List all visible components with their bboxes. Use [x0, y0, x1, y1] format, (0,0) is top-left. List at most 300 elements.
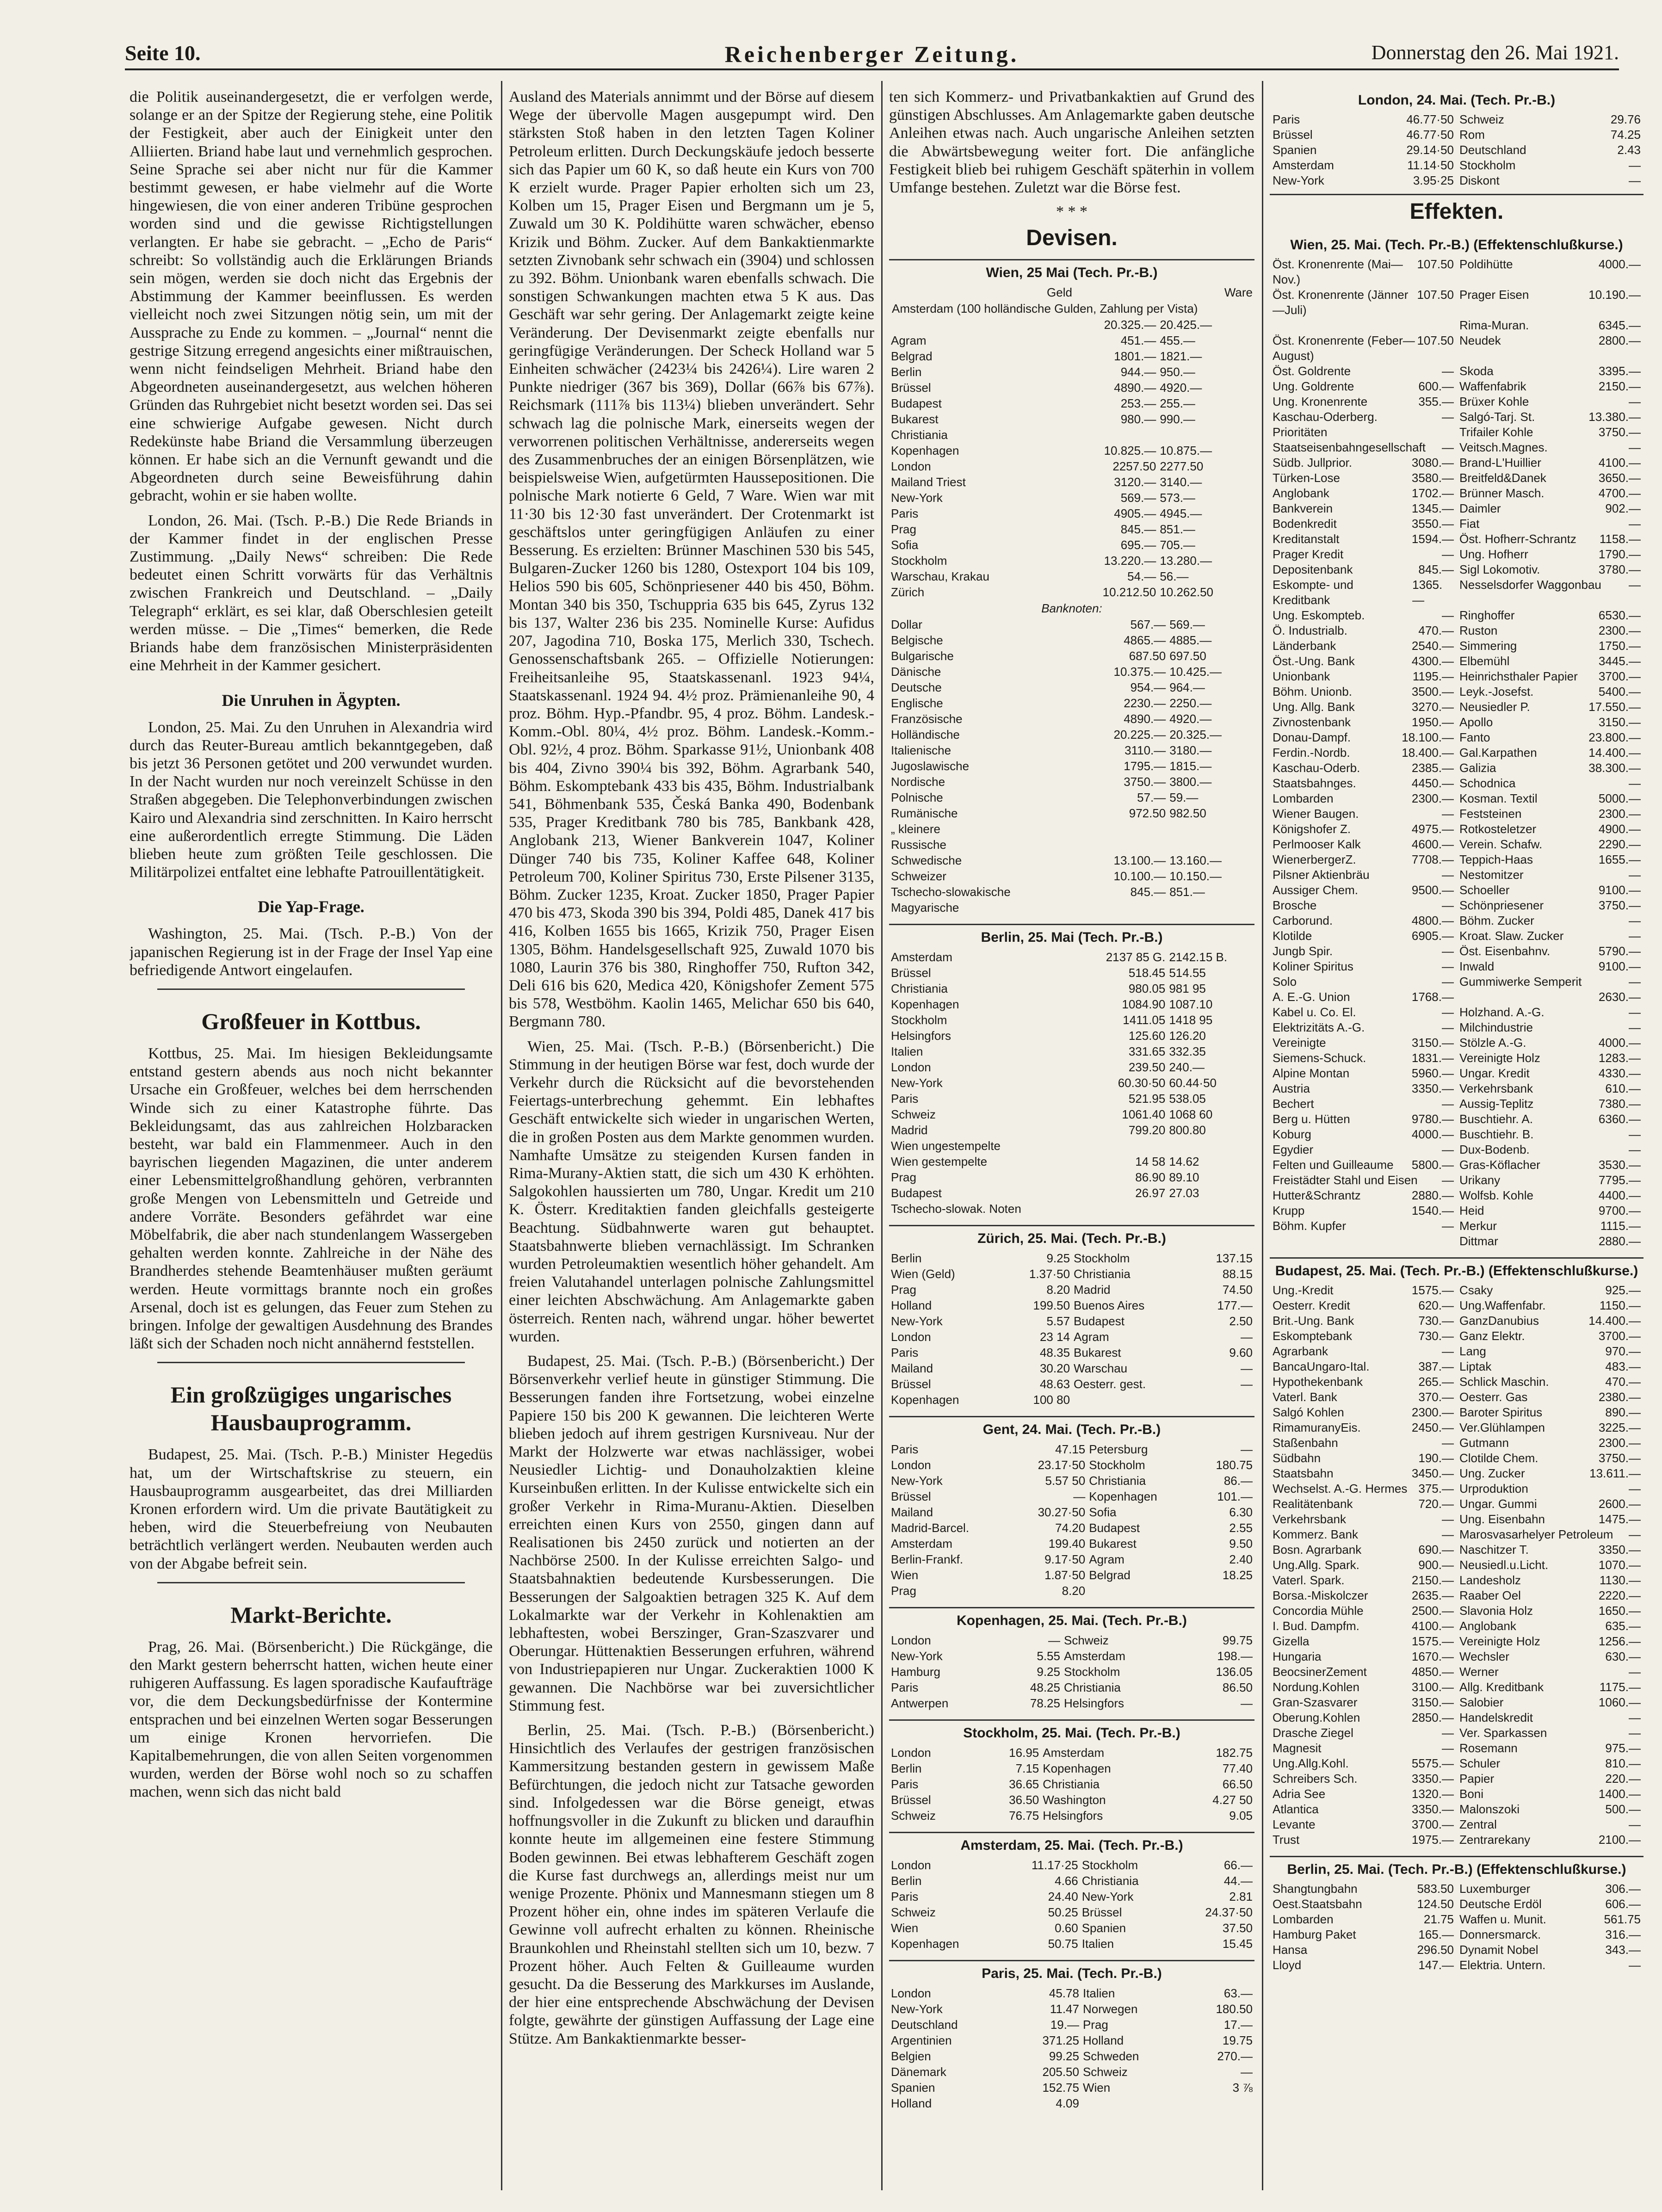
quote-name: Unionbank	[1273, 669, 1330, 683]
table-cell: New-York	[891, 1076, 943, 1090]
quote-pair	[1457, 1603, 1643, 1619]
quote-value: 4100.—	[1411, 1619, 1454, 1633]
table-row	[889, 821, 1254, 837]
table-cell: Spanien	[891, 2081, 935, 2095]
table-cell: —	[1241, 1330, 1253, 1344]
quote-name: Deutsche Erdöl	[1459, 1897, 1542, 1911]
table-cell: 27.03	[1169, 1186, 1199, 1200]
quote-value: —	[1442, 959, 1454, 973]
table-row	[1270, 1313, 1643, 1328]
quote-pair	[1457, 440, 1643, 455]
quote-pair	[1457, 715, 1643, 730]
table-row	[1270, 1374, 1643, 1390]
quote-pair	[1457, 158, 1643, 173]
table-cell: New-York	[891, 2002, 943, 2016]
quote-value: 5000.—	[1598, 791, 1641, 805]
table-cell: Mailand	[891, 1505, 933, 1520]
table-cell: Holländische	[891, 728, 960, 742]
quote-value: 2300.—	[1598, 1436, 1641, 1450]
table-cell: 20.325.—	[1104, 318, 1156, 332]
table-row	[889, 1392, 1254, 1408]
quote-value: —	[1629, 440, 1641, 454]
table-row	[1270, 699, 1643, 715]
article-paragraph: die Politik auseinandergesetzt, die er verfolgen werde, solange er an der Spitze der Regierung stehe, eine Politik der Festigkeit, aber auch der Einigkeit unter den Alliierten. Briand habe laut und vernehmlich gesprochen. Seine Sprache sei aber nicht nur für die Kammer bestimmt gewesen, er habe vielmehr auf die Worte hingewiesen, die von einer anderen Tribüne gesprochen worden sind und die gewisse Richtigstellungen verlangten. Er habe sie gebracht. – „Echo de Paris“ schreibt: So vollständig auch die Erklärungen Briands sein mögen, werden sie doch nicht das Ergebnis der Abstimmung der Kammer beeinflussen. Es werden vielleicht noch zwei Sitzungen nötig sein, um mit der Aussprache zu Ende zu kommen. – „Journal“ nennt die gestrige Sitzung erregend angesichts einer mißtrauischen, wenn nicht feindseligen Mehrheit. Briand habe den Abgeordneten auseinandergesetzt, aus welchen höheren Gründen das Ruhrgebiet nicht besetzt worden sei. Das sei eine schwierige Aufgabe gewesen. Nicht durch Redekünste habe Briand die Versammlung überzeugen können. Er habe sich an die Vernunft gewandt und die Abgeordneten durch seine Beweisführung dahin gebracht, wohin er sie haben wollte.	[130, 88, 493, 505]
quote-pair	[1270, 1603, 1457, 1619]
table-cell: Warschau	[1074, 1361, 1128, 1376]
quote-value: 296.50	[1417, 1943, 1454, 1957]
table-row	[1270, 1127, 1643, 1142]
table-row	[1270, 944, 1643, 959]
table-row	[1270, 158, 1643, 173]
quote-pair	[1457, 944, 1643, 959]
column-rule	[501, 81, 502, 2190]
quote-value: 2150.—	[1411, 1573, 1454, 1587]
quote-pair	[1270, 1680, 1457, 1695]
table-row	[889, 553, 1254, 568]
quote-value: 3100.—	[1411, 1680, 1454, 1694]
quote-pair	[1270, 1542, 1457, 1557]
table-cell: 126.20	[1169, 1029, 1206, 1043]
quote-value: 5575.—	[1411, 1756, 1454, 1770]
quote-name: Krupp	[1273, 1204, 1305, 1217]
table-cell: 240.—	[1169, 1060, 1205, 1075]
quote-name: Werner	[1459, 1665, 1499, 1679]
quote-name: Böhm. Unionb.	[1273, 685, 1352, 698]
quote-name: Hypothekenbank	[1273, 1375, 1363, 1389]
table-cell: 954.—	[1130, 680, 1166, 695]
quote-pair	[1457, 455, 1643, 470]
quote-value: 1070.—	[1598, 1558, 1641, 1572]
quote-value: —	[1629, 578, 1641, 592]
table-row	[889, 1889, 1254, 1904]
quote-value: 4900.—	[1598, 822, 1641, 836]
table-cell: Schweiz	[1063, 1633, 1109, 1648]
quote-name: Agrarbank	[1273, 1344, 1328, 1358]
quote-name: Eskomptebank	[1273, 1329, 1352, 1343]
quote-name: Gran-Szasvarer	[1273, 1695, 1358, 1709]
table-cell: 371.25	[1042, 2033, 1079, 2048]
quote-name: Ringhoffer	[1459, 608, 1515, 622]
quote-value: 46.77·50	[1406, 112, 1454, 126]
table-cell: 3140.—	[1160, 475, 1202, 489]
table-row	[1270, 822, 1643, 837]
table-row	[1270, 669, 1643, 684]
table-row	[889, 2017, 1254, 2033]
quote-value: 4400.—	[1598, 1188, 1641, 1202]
quote-value: 2800.—	[1598, 334, 1641, 347]
quote-value: 3150.—	[1411, 1036, 1454, 1050]
quote-name: Leyk.-Josefst.	[1459, 685, 1534, 698]
quote-value: 2300.—	[1598, 807, 1641, 821]
quote-name: Klotilde	[1273, 929, 1312, 943]
table-row	[1270, 715, 1643, 730]
table-cell: 2142.15 B.	[1169, 950, 1228, 964]
quote-pair	[1457, 142, 1643, 158]
table-row	[889, 1792, 1254, 1808]
quote-pair	[1270, 1786, 1457, 1802]
quote-value: 3350.—	[1411, 1772, 1454, 1786]
table-cell: Paris	[891, 1442, 919, 1457]
quote-name: Brünner Masch.	[1459, 486, 1545, 500]
quote-pair	[1270, 791, 1457, 806]
quote-name: Koburg	[1273, 1127, 1311, 1141]
quote-value: 3350.—	[1411, 1802, 1454, 1816]
quote-value: 1702.—	[1411, 486, 1454, 500]
quote-pair	[1457, 1405, 1643, 1420]
quote-name: Schönpriesener	[1459, 898, 1544, 912]
quote-value: —	[1442, 1143, 1454, 1156]
table-row	[1270, 1680, 1643, 1695]
table-row	[1270, 1359, 1643, 1374]
table-cell: 332.35	[1169, 1044, 1206, 1059]
quote-value: 2.43	[1617, 143, 1641, 157]
table-row	[1270, 608, 1643, 623]
table-cell: 2.50	[1229, 1314, 1253, 1328]
table-cell: Berlin-Frankf.	[891, 1552, 964, 1567]
table-cell: 36.50	[1009, 1793, 1039, 1807]
quote-value: 1750.—	[1598, 639, 1641, 653]
table-cell: Tschecho-slowak. Noten	[891, 1202, 1021, 1216]
table-cell: 2.81	[1229, 1890, 1253, 1904]
table-row	[889, 333, 1254, 348]
quote-value: 1790.—	[1598, 547, 1641, 561]
quote-value: —	[1629, 1711, 1641, 1724]
table-cell: 4890.—	[1124, 712, 1166, 726]
quote-pair	[1270, 1710, 1457, 1725]
table-row	[1270, 974, 1643, 989]
quote-name: Bechert	[1273, 1097, 1314, 1111]
quote-name: Spanien	[1273, 143, 1317, 157]
quote-pair	[1270, 1451, 1457, 1466]
quote-pair	[1457, 1203, 1643, 1218]
quote-value: —	[1442, 944, 1454, 958]
table-cell: 980.—	[1120, 412, 1156, 426]
quote-name: Marosvasarhelyer Petroleum	[1459, 1527, 1613, 1541]
table-row	[889, 1298, 1254, 1313]
quote-value: 4600.—	[1411, 837, 1454, 851]
table-row	[1270, 1157, 1643, 1173]
table-cell: 57.—	[1137, 791, 1166, 805]
quote-name: Wechsler	[1459, 1650, 1509, 1663]
quote-pair	[1457, 1481, 1643, 1496]
quote-name: GanzDanubius	[1459, 1314, 1539, 1328]
quote-pair	[1270, 1298, 1457, 1313]
quote-pair	[1457, 318, 1643, 333]
table-cell: 331.65	[1128, 1044, 1166, 1059]
table-row	[889, 1169, 1254, 1185]
quote-pair	[1457, 1359, 1643, 1374]
table-row	[1270, 257, 1643, 287]
table-row	[889, 521, 1254, 537]
quote-pair	[1457, 1832, 1643, 1847]
table-cell: 199.40	[1048, 1537, 1086, 1551]
table-cell: Madrid-Barcel.	[891, 1521, 970, 1535]
table-cell: Washington	[1043, 1793, 1106, 1807]
quote-name: Ung. Kronenrente	[1273, 395, 1368, 408]
quote-value: 3225.—	[1598, 1421, 1641, 1434]
quote-pair	[1270, 486, 1457, 501]
quote-value: 2540.—	[1411, 639, 1454, 653]
table-cell: 845.—	[1130, 885, 1166, 899]
quote-value: 2850.—	[1411, 1711, 1454, 1724]
quote-pair	[1457, 531, 1643, 547]
quote-name: A. E.-G. Union	[1273, 990, 1350, 1004]
quote-pair	[1457, 1817, 1643, 1832]
quote-value: 1115.—	[1600, 1219, 1641, 1233]
quote-value: 2635.—	[1411, 1588, 1454, 1602]
quote-name: Gras-Köflacher	[1459, 1158, 1540, 1172]
quote-name: Ungar. Kredit	[1459, 1066, 1530, 1080]
quote-value: 220.—	[1605, 1772, 1641, 1786]
table-cell: 10.262.50	[1160, 585, 1213, 599]
quote-name: Gizella	[1273, 1634, 1310, 1648]
table-row	[889, 1250, 1254, 1266]
quote-pair	[1270, 470, 1457, 486]
table-cell: London	[891, 1330, 931, 1344]
table-row	[1270, 1710, 1643, 1725]
table-cell: Bulgarische	[891, 649, 954, 663]
quote-name: BancaUngaro-Ital.	[1273, 1359, 1370, 1373]
quote-pair	[1270, 1390, 1457, 1405]
table-cell: Dänische	[891, 665, 941, 679]
table-cell: 13.220.—	[1104, 554, 1156, 568]
quote-pair	[1457, 959, 1643, 974]
quote-pair	[1457, 928, 1643, 944]
quote-pair	[1270, 1802, 1457, 1817]
quote-pair	[1457, 257, 1643, 287]
quote-value: 7380.—	[1598, 1097, 1641, 1111]
quote-value: 3700.—	[1598, 1329, 1641, 1343]
table-row	[889, 1313, 1254, 1329]
table-row	[889, 1920, 1254, 1936]
table-cell: 152.75	[1042, 2081, 1079, 2095]
quote-name: Kroat. Slaw. Zucker	[1459, 929, 1564, 943]
quote-value: —	[1442, 1436, 1454, 1450]
table-row	[889, 680, 1254, 695]
article-paragraph: Budapest, 25. Mai. (Tsch. P.-B.) (Börsenbericht.) Der Börsenverkehr verlief heute in günstiger Stimmung. Die Besserungen fanden ihre Fortsetzung, wobei einzelne Papiere 150 bis 200 K gewannen. Die leichteren Werte blieben jedoch auf ihrem gestrigen Kursniveau. Nur der Markt der Holzwerte war etwas nachlässiger, wobei Neusiedler Lichtig- und Donauholzaktien kleine Kurseinbußen erlitten. In der Kulisse entwickelte sich ein großer Verkehr in Rima-Muranu-Aktien. Dieselben erreichten einen Kurs von 2550, gingen dann auf Realisationen bis 2450 zurück und notierten an der Nachbörse 2500. In der Kulisse erreichten Salgo- und Staatsbahnaktien bedeutende Kursbesserungen. Die Besserungen der Salgoaktien betragen 325 K. Auf dem Lokalmarkte war der Verkehr in Kohlenaktien am lebhaftesten, wobei Berszinger, Gran-Szaszvarer und Oberungar. Hüttenaktien Besserungen erfuhren, während von Industriepapieren nur Ungar. Zuckeraktien 1000 K gewannen. Die Nachbörse war bei zuversichtlicher Stimmung fest.	[509, 1353, 874, 1714]
table-cell: New-York	[1081, 1890, 1134, 1904]
quote-value: 2500.—	[1411, 1604, 1454, 1618]
table-row	[1270, 1035, 1643, 1050]
table-row	[1270, 173, 1643, 188]
table-cell: 76.75	[1009, 1809, 1039, 1823]
table-cell: Paris	[891, 507, 919, 521]
table-cell: 36.65	[1009, 1777, 1039, 1792]
table-row	[1270, 547, 1643, 562]
quote-value: —	[1629, 1817, 1641, 1831]
table-row	[889, 1122, 1254, 1138]
table-cell: Stockholm	[1074, 1251, 1130, 1266]
table-cell: 2.55	[1229, 1521, 1253, 1535]
quote-pair	[1270, 1188, 1457, 1203]
quote-value: 1670.—	[1411, 1650, 1454, 1663]
table-cell: 799.20	[1128, 1123, 1166, 1137]
table-cell: 8.20	[1062, 1584, 1086, 1598]
quote-value: —	[1629, 776, 1641, 790]
table-cell: Holland	[891, 1298, 932, 1313]
table-cell: London	[891, 459, 931, 474]
quote-value: —	[1442, 1344, 1454, 1358]
table-row	[889, 1745, 1254, 1761]
quote-name: Gutmann	[1459, 1436, 1509, 1450]
quote-name: Poldihütte	[1459, 257, 1513, 271]
table-row	[1270, 1832, 1643, 1847]
table-cell: Norwegen	[1082, 2002, 1138, 2016]
quote-pair	[1457, 1725, 1643, 1741]
table-cell: Agram	[1074, 1330, 1109, 1344]
table-cell: 4920.—	[1169, 712, 1212, 726]
quote-name: WienerbergerZ.	[1273, 853, 1356, 866]
table-cell: Stockholm	[891, 554, 947, 568]
quote-pair	[1457, 1496, 1643, 1512]
table-row	[889, 427, 1254, 443]
quote-name: Slavonia Holz	[1459, 1604, 1533, 1618]
table-cell: 66.50	[1222, 1777, 1253, 1792]
table-cell: 66.—	[1223, 1858, 1253, 1872]
column-4	[1270, 88, 1643, 2197]
quote-name: Ferdin.-Nordb.	[1273, 746, 1350, 760]
table-cell: 30.27·50	[1038, 1505, 1086, 1520]
quote-pair	[1457, 1081, 1643, 1096]
quote-pair	[1270, 1573, 1457, 1588]
quote-name: Trifailer Kohle	[1459, 425, 1533, 439]
table-cell	[1168, 837, 1254, 853]
quote-name: Liptak	[1459, 1359, 1492, 1373]
table-row	[889, 965, 1254, 981]
quote-name: Galizia	[1459, 761, 1496, 775]
quote-value: —	[1442, 975, 1454, 989]
table-cell: 11.17·25	[1032, 1858, 1078, 1872]
table-row	[889, 632, 1254, 648]
quote-pair	[1270, 1481, 1457, 1496]
quote-pair	[1457, 1283, 1643, 1298]
table-cell: 518.45	[1128, 966, 1166, 980]
table-cell: 3120.—	[1114, 475, 1156, 489]
quote-value: 14.400.—	[1588, 746, 1641, 760]
table-cell: 13.160.—	[1169, 853, 1222, 868]
table-cell: 77.40	[1222, 1761, 1253, 1776]
table-row	[1270, 1512, 1643, 1527]
quote-pair	[1270, 669, 1457, 684]
table-row	[1270, 318, 1643, 333]
table-row	[889, 1808, 1254, 1823]
table-row	[889, 868, 1254, 884]
table-cell: 89.10	[1169, 1170, 1199, 1185]
table-cell	[1087, 1583, 1194, 1599]
column-rule	[881, 81, 883, 2190]
table-cell: 10.100.—	[1113, 869, 1166, 884]
quote-name: Solo	[1273, 975, 1297, 989]
table-cell: Buenos Aires	[1074, 1298, 1145, 1313]
quote-value: 2220.—	[1598, 1588, 1641, 1602]
table-cell: 45.78	[1049, 1986, 1079, 2001]
table-cell: Wien (Geld)	[891, 1267, 955, 1281]
table-row	[1270, 776, 1643, 791]
table-cell: Zürich	[891, 585, 925, 599]
quote-value: —	[1629, 914, 1641, 927]
quote-table-effekten-wien	[1270, 257, 1643, 1249]
table-cell	[1062, 427, 1158, 443]
quote-name: Ung.Allg. Spark.	[1273, 1558, 1359, 1572]
quote-name: Ung.Waffenfabr.	[1459, 1298, 1546, 1312]
quote-pair	[1270, 1741, 1457, 1756]
quote-value: 13.611.—	[1589, 1466, 1641, 1480]
quote-name: Vaterl. Spark.	[1273, 1573, 1345, 1587]
quote-name: Paris	[1273, 112, 1300, 126]
table-cell: Mailand Triest	[891, 475, 966, 489]
table-row	[1270, 928, 1643, 944]
quote-value: —	[1629, 1726, 1641, 1740]
table-row	[1270, 1005, 1643, 1020]
quote-value: 2300.—	[1598, 624, 1641, 637]
quote-name: Staatseisenbahngesellschaft	[1273, 440, 1426, 454]
table-cell: 455.—	[1160, 334, 1195, 348]
quote-value: 3700.—	[1411, 1817, 1454, 1831]
table-cell: 521.95	[1128, 1092, 1166, 1106]
quote-value: 900.—	[1418, 1558, 1454, 1572]
table-cell: 2.40	[1229, 1552, 1253, 1567]
table-row	[1270, 745, 1643, 760]
quote-pair	[1457, 1234, 1643, 1249]
table-cell: Prag	[891, 1584, 916, 1598]
table-cell: Kopenhagen	[891, 1937, 959, 1951]
quote-pair	[1457, 1786, 1643, 1802]
quote-pair	[1457, 1188, 1643, 1203]
table-row	[889, 1282, 1254, 1298]
article-paragraph: Ausland des Materials annimmt und der Börse auf diesem Wege der übervolle Magen ausgepumpt wird. Den stärksten Stoß haben in den letzten Tagen Koliner Petroleum erlitten. Durch Deckungskäufe jedoch besserte sich das Papier um 60 K, so daß heute ein Kurs von 700 K erzielt wurde. Prager Papier erholten sich um 23, Kolben um 15, Prager Eisen und Bergmann um je 5, Zuwald um 30 K. Poldihütte waren schwächer, ebenso Krizik und Böhm. Zucker. Auf dem Bankaktienmarkte setzten Zivnobank sehr schwach ein (3904) und schlossen zu 392. Böhm. Unionbank waren ebenfalls schwach. Die sonstigen Schwankungen machten etwa 5 K aus. Das Geschäft war sehr gering. Der Anlagemarkt zeigte keine Veränderung. Der Devisenmarkt zeigte ebenfalls nur geringfügige Veränderungen. Der Scheck Holland war 5 Einheiten schwächer (2423¼ bis 2426¼). Lire waren 2 Punkte niedriger (367 bis 369), Dollar (66⅞ bis 67⅞). Reichsmark (111⅞ bis 113¼) blieben unverändert. Sehr schwach lag die polnische Mark, einerseits wegen der verworrenen politischen Verhältnisse, andererseits wegen des Zusammenbruches der an einigen Börsenplätzen, wie beispielsweise Wien, aufgetürmten Haussepositionen. Die polnische Mark notierte 6 Geld, 7 Ware. Wien war mit 11·30 bis 12·30 fast unverändert. Der Crotenmarkt ist geschäftslos unter geringfügigen Anläufen zu einer Besserung. Es erzielten: Brünner Maschinen 530 bis 545, Bulgaren-Zucker 1260 bis 1280, Ostexport 104 bis 109, Helios 590 bis 605, Schönpriesener 440 bis 450, Böhm. Montan 340 bis 350, Tschuppria 635 bis 645, Zyrus 132 bis 137, Walter 236 bis 235. Nominelle Kurse: Aufidus 207, Jagodina 710, Boska 175, Merlich 330, Tschech. Genossenschaftsbank 265. – Offizielle Notierungen: Freiheitsanleihe 95, Staatskassenanl. 1923 94¼, Staatskassenanl. 1924 94. 4½ proz. Prämienanleihe 90, 4 proz. Böhm. Hyp.-Pfandbr. 95, 4 proz. Böhm. Landesk.-Komm.-Obl. 80¼, 4½ proz. Böhm. Landesk.-Komm.-Obl. 92½, 4 proz. Böhm. Sparkasse 91½, Unionbank 408 bis 404, Zivno 390¼ bis 392, Böhm. Agrarbank 540, Böhm. Eskomptebank 433 bis 435, Böhm. Industrialbank 541, Böhmenbank 535, Česká Banka 490, Bodenbank 535, Prager Kreditbank 780 bis 785, Bankbank 428, Anglobank 213, Wiener Bankverein 1047, Koliner Dünger 740 bis 735, Koliner Kaffee 648, Koliner Petroleum 700, Koliner Spiritus 730, Erste Pilsener 3135, Böhm. Zucker 1235, Kroat. Zucker 1850, Prager Papier 470 bis 473, Skoda 390 bis 394, Poldi 485, Danek 417 bis 416, Kolben 1655 bis 1665, Krizik 750, Prager Eisen 1305, Böhm. Handelsgesellschaft 925, Zuwald 1070 bis 1080, Laurin 376 bis 380, Ringhoffer 750, Rufton 342, Deli 616 bis 620, Medica 420, Königshofer Zement 575 bis 578, Westböhm. Kaolin 1465, Melichar 650 bis 640, Bergmann 780.	[509, 88, 874, 1031]
quote-name: Schlick Maschin.	[1459, 1375, 1549, 1389]
quote-pair	[1270, 1374, 1457, 1390]
quote-name: Heinrichsthaler Papier	[1459, 669, 1578, 683]
quote-name: Jungb Spir.	[1273, 944, 1333, 958]
table-cell: Stockholm	[1063, 1665, 1120, 1679]
table-cell: 4920.—	[1160, 381, 1202, 395]
quote-table-stockholm	[889, 1745, 1254, 1823]
table-cell: Belgien	[891, 2049, 931, 2064]
quote-value: 925.—	[1605, 1283, 1641, 1297]
table-row	[1270, 1649, 1643, 1664]
table-row	[889, 2080, 1254, 2095]
quote-pair	[1270, 715, 1457, 730]
quote-value: 1345.—	[1411, 501, 1454, 515]
table-cell: 14.62	[1169, 1155, 1199, 1169]
table-row	[1270, 852, 1643, 867]
table-cell: New-York	[891, 491, 943, 505]
quote-value: 1575.—	[1411, 1634, 1454, 1648]
table-cell: Warschau, Krakau	[891, 569, 989, 584]
quote-pair	[1270, 1218, 1457, 1234]
quote-pair	[1270, 425, 1457, 440]
quote-name: Pilsner Aktienbräu	[1273, 868, 1370, 882]
table-cell: 3180.—	[1169, 743, 1212, 758]
table-row	[1270, 486, 1643, 501]
table-cell: 3750.—	[1124, 775, 1166, 789]
table-cell: 7.15	[1015, 1761, 1039, 1776]
quote-name: Öst. Hofherr-Schrantz	[1459, 532, 1576, 546]
quote-pair	[1457, 516, 1643, 531]
quote-pair	[1270, 913, 1457, 928]
quote-pair	[1457, 1756, 1643, 1771]
quote-pair	[1457, 745, 1643, 760]
quote-pair	[1270, 1664, 1457, 1680]
table-cell: 60.30·50	[1118, 1076, 1166, 1090]
quote-value: 975.—	[1605, 1741, 1641, 1755]
quote-value: 2290.—	[1598, 837, 1641, 851]
quote-value: 4100.—	[1598, 456, 1641, 470]
quote-pair	[1270, 1725, 1457, 1741]
quote-value: —	[1629, 1127, 1641, 1141]
table-subheading: Banknoten:	[1041, 601, 1102, 616]
